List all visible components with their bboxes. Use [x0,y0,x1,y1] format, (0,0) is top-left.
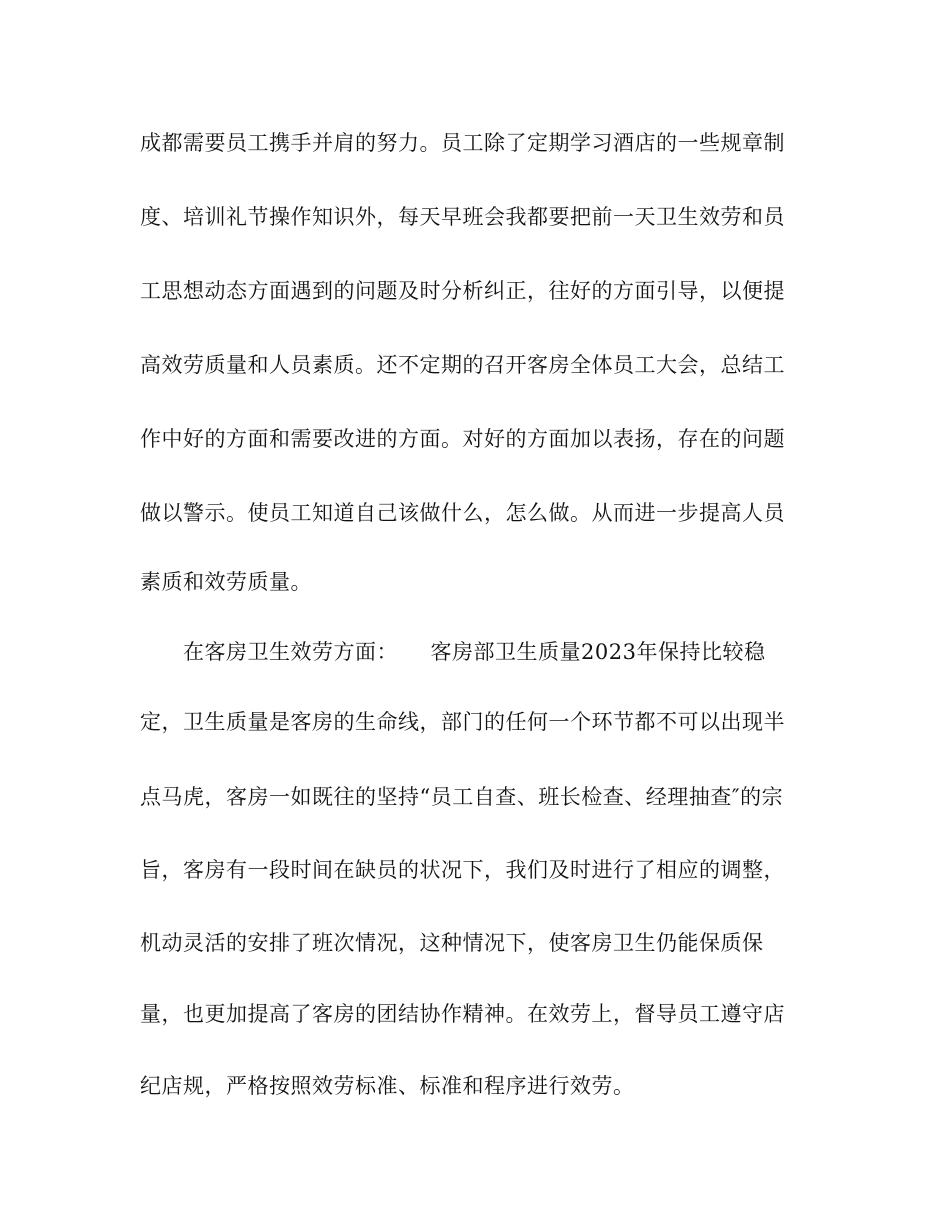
paragraph-1-line-5: 作中好的方面和需要改进的方面。对好的方面加以表扬，存在的问题 [140,427,785,451]
paragraph-2-line-1: 在客房卫生效劳方面： 客房部卫生质量2023年保持比较稳 [183,640,766,664]
paragraph-1-line-6: 做以警示。使员工知道自己该做什么，怎么做。从而进一步提高人员 [140,501,785,525]
paragraph-2-line-3: 点马虎，客房一如既往的坚持“员工自查、班长检查、经理抽查″的宗 [140,785,784,809]
paragraph-1-line-4: 高效劳质量和人员素质。还不定期的召开客房全体员工大会，总结工 [140,353,785,377]
paragraph-1-line-1: 成都需要员工携手并肩的努力。员工除了定期学习酒店的一些规章制 [140,131,785,155]
paragraph-2-line-5: 机动灵活的安排了班次情况，这种情况下，使客房卫生仍能保质保 [140,931,764,955]
paragraph-1-line-7: 素质和效劳质量。 [140,570,312,594]
paragraph-2-line-2: 定，卫生质量是客房的生命线，部门的任何一个环节都不可以出现半 [140,710,785,734]
paragraph-2-line-7: 纪店规，严格按照效劳标准、标准和程序进行效劳。 [140,1074,635,1098]
paragraph-1-line-3: 工思想动态方面遇到的问题及时分析纠正，往好的方面引导，以便提 [140,279,785,303]
paragraph-2-line-4: 旨，客房有一段时间在缺员的状况下，我们及时进行了相应的调整， [140,858,785,882]
paragraph-2-line-6: 量，也更加提高了客房的团结协作精神。在效劳上，督导员工遵守店 [140,1002,785,1026]
paragraph-1-line-2: 度、培训礼节操作知识外，每天早班会我都要把前一天卫生效劳和员 [140,205,785,229]
